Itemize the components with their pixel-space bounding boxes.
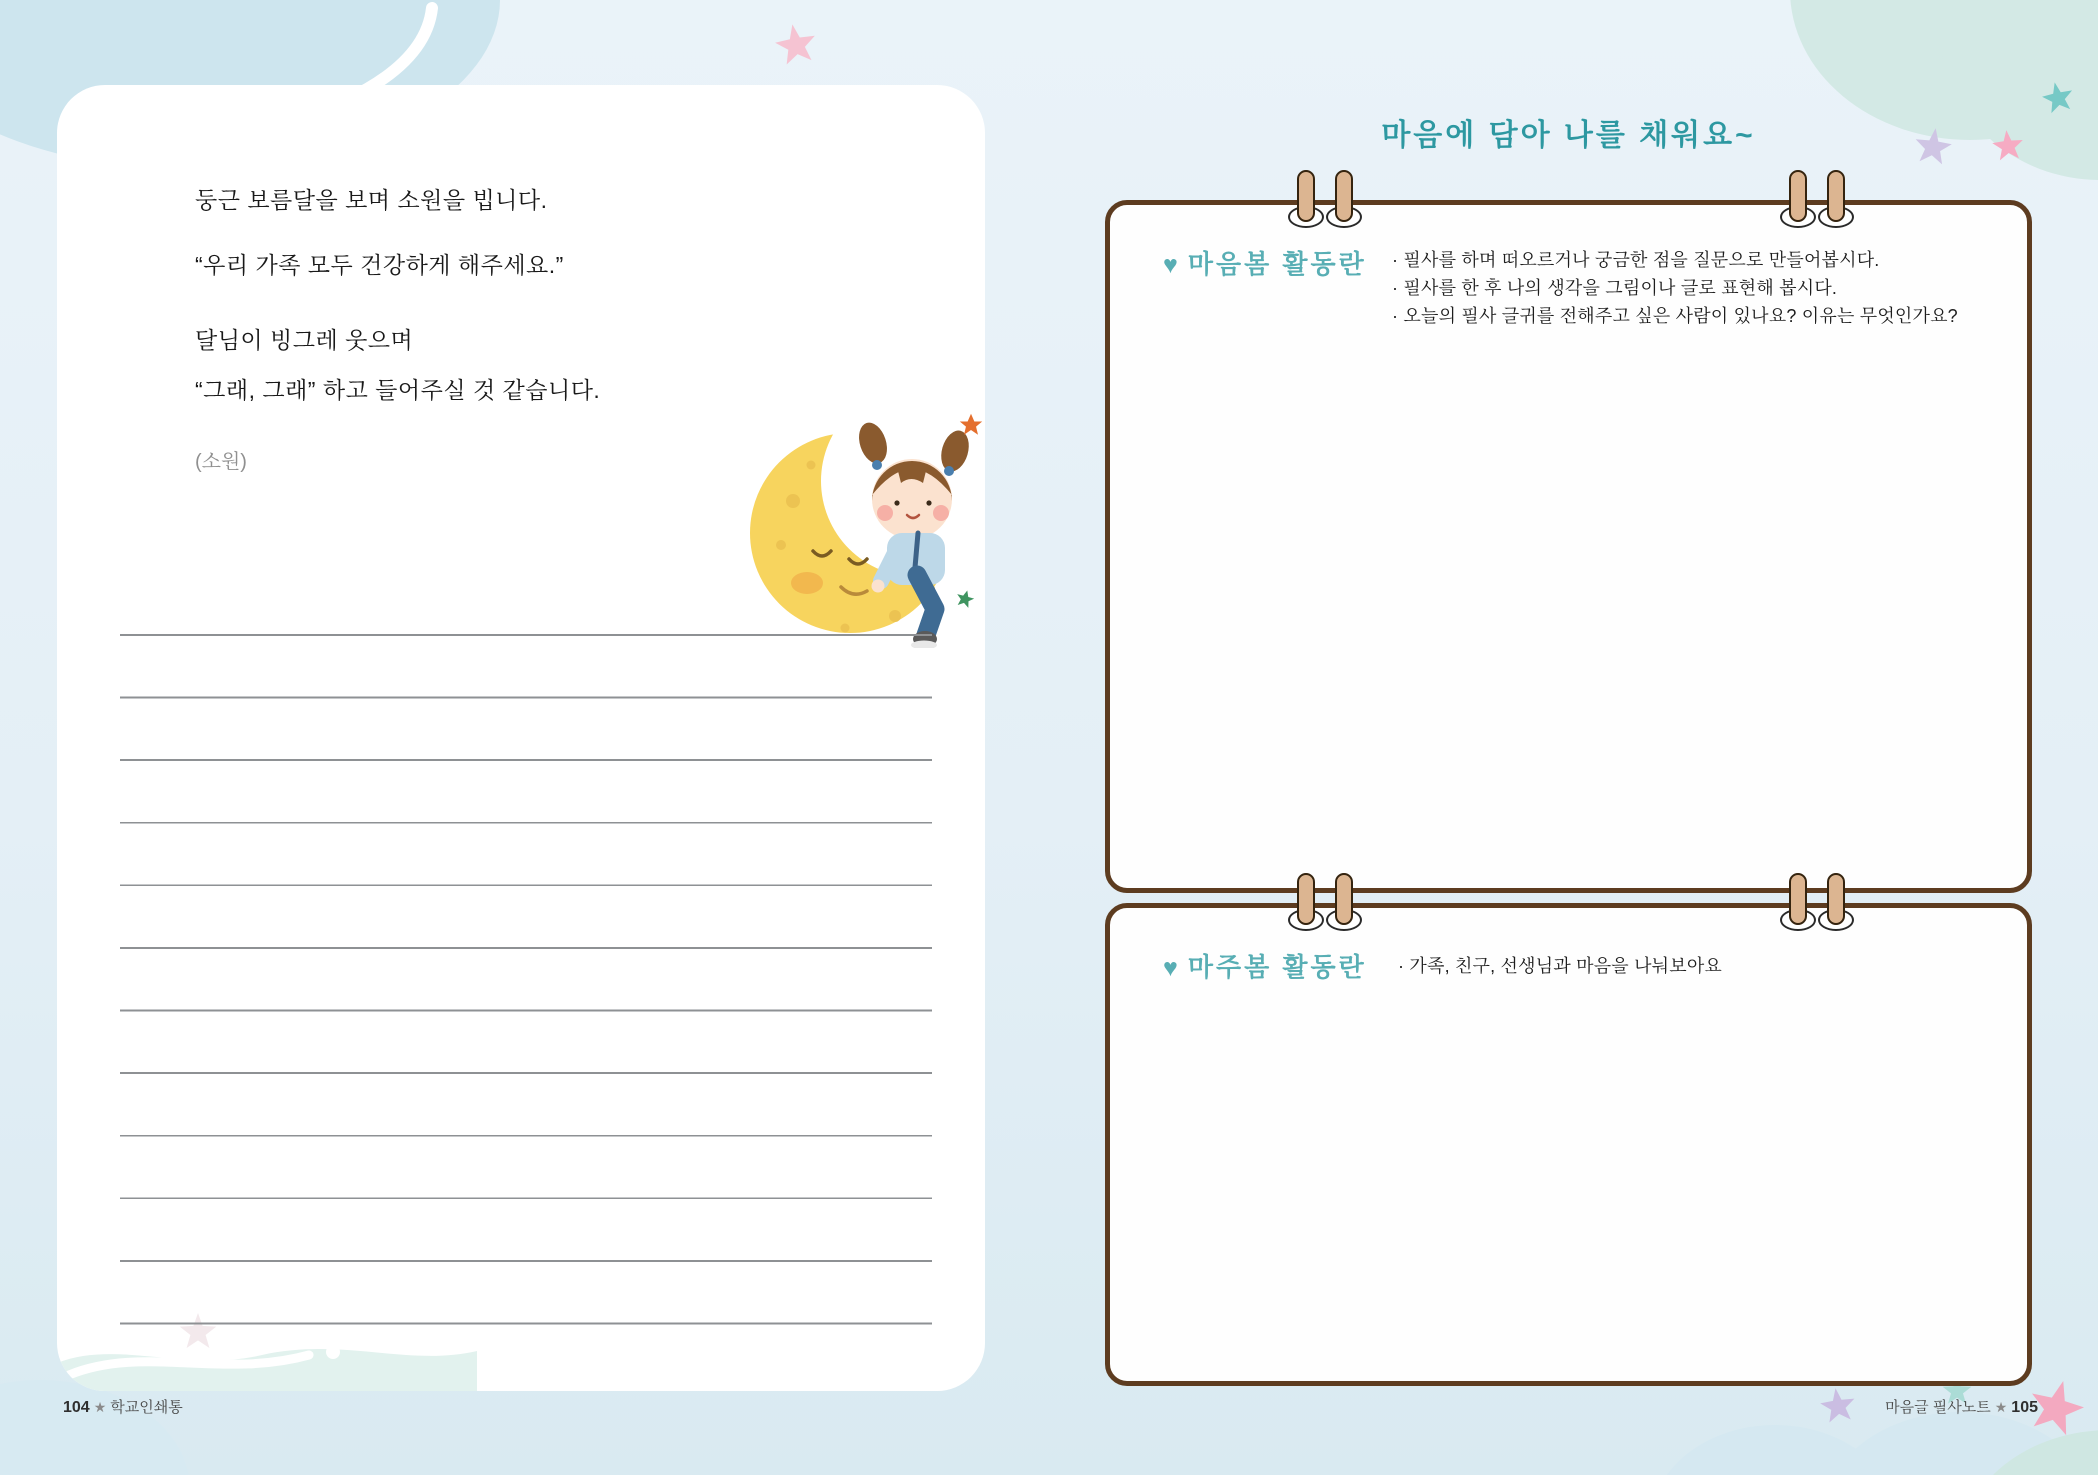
poem-line-4: “그래, 그래” 하고 들어주실 것 같습니다. (195, 377, 601, 403)
star-icon: ★ (1994, 1399, 2008, 1415)
left-page-card (57, 85, 985, 1391)
binder-ring-peg (1789, 873, 1807, 925)
star-icon: ★ (93, 1399, 107, 1415)
heart-icon: ♥ (1163, 954, 1178, 982)
right-footer (1885, 1396, 2038, 1417)
poem-line-1: 둥근 보름달을 보며 소원을 빕니다. (195, 187, 548, 213)
writing-lines (120, 634, 932, 1325)
binder-ring-peg (1827, 170, 1845, 222)
publisher-label: 학교인쇄통 (110, 1399, 183, 1416)
binder-ring-peg (1335, 170, 1353, 222)
binder-ring-peg (1335, 873, 1353, 925)
poem-line-2: “우리 가족 모두 건강하게 해주세요.” (195, 252, 564, 278)
activity-box-1-bullet: · 필사를 한 후 나의 생각을 그림이나 글로 표현해 봅시다. (1392, 278, 1838, 298)
activity-box-1-header (1163, 244, 1367, 281)
binder-ring-peg (1789, 170, 1807, 222)
activity-box-1-label: 마음봄 활동란 (1187, 249, 1367, 279)
activity-box-1-bullet: · 오늘의 필사 글귀를 전해주고 싶은 사람이 있나요? 이유는 무엇인가요? (1392, 306, 1958, 326)
poem-line-3: 달님이 빙그레 웃으며 (195, 327, 414, 353)
star-icon (772, 21, 821, 70)
cloud-bottom-left (0, 1380, 190, 1475)
activity-box-2-label: 마주봄 활동란 (1187, 952, 1367, 982)
star-icon (955, 588, 976, 608)
activity-box-2-bullet: · 가족, 친구, 선생님과 마음을 나눠보아요 (1398, 956, 1723, 976)
right-page-number: 105 (2011, 1399, 2038, 1416)
book-title-label: 마음글 필사노트 (1885, 1399, 1991, 1416)
binder-ring-peg (1827, 873, 1845, 925)
page-title: 마음에 담아 나를 채워요~ (1381, 119, 1756, 152)
left-footer (63, 1396, 183, 1417)
activity-box-2-header (1163, 947, 1367, 984)
poem-attribution: (소원) (195, 451, 247, 473)
binder-ring-peg (1297, 873, 1315, 925)
heart-icon: ♥ (1163, 251, 1178, 279)
star-icon (1818, 1386, 1859, 1427)
left-page-number: 104 (63, 1399, 90, 1416)
wave-decoration (57, 1321, 477, 1391)
moon-and-girl-illustration (745, 403, 985, 648)
activity-box-1-bullet: · 필사를 하며 떠오르거나 궁금한 점을 질문으로 만들어봅시다. (1392, 250, 1880, 270)
binder-ring-peg (1297, 170, 1315, 222)
